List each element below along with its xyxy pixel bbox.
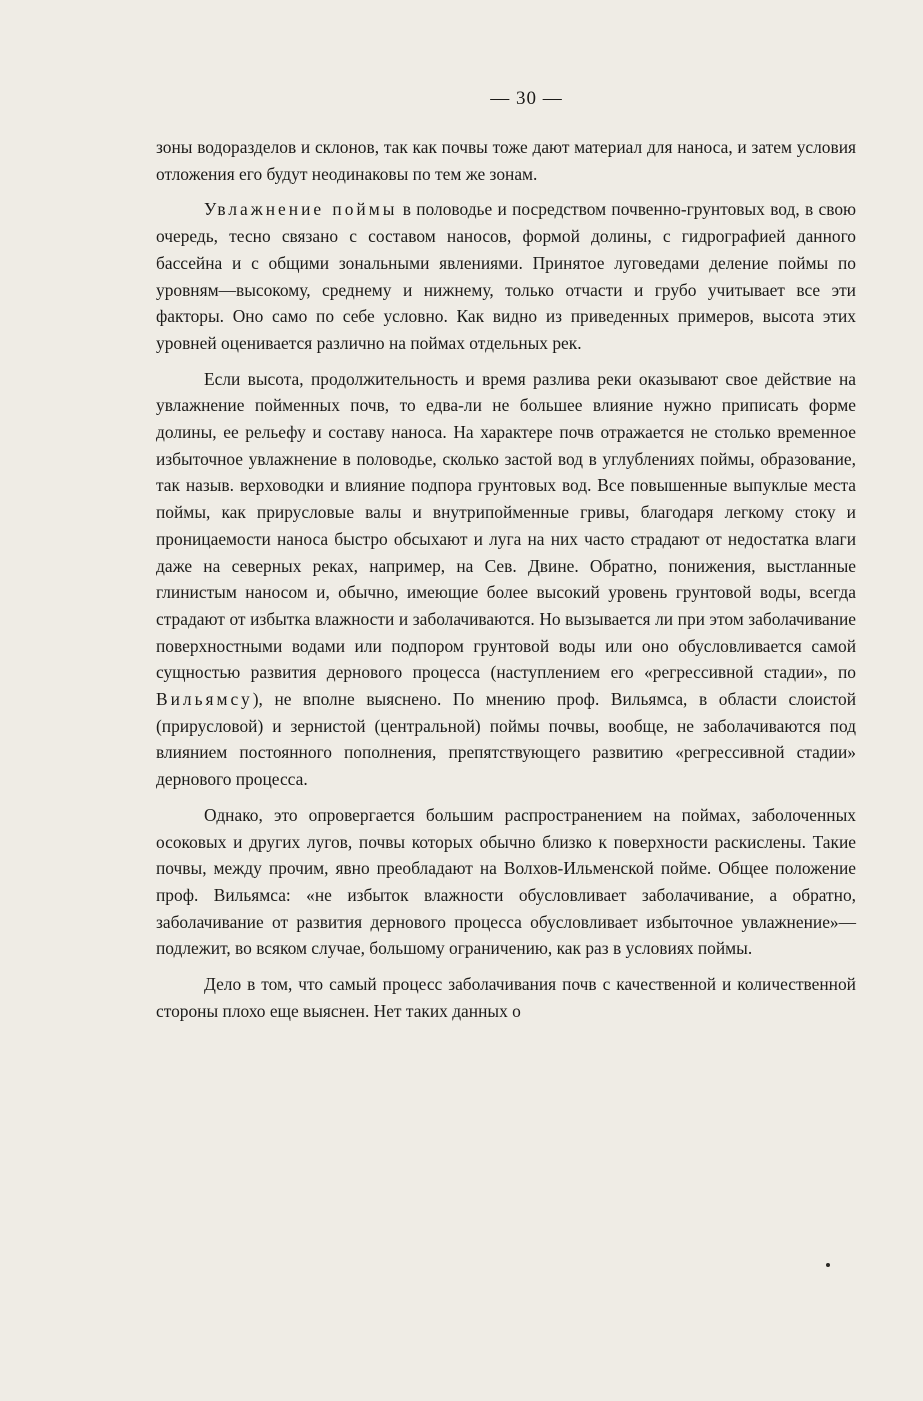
- paragraph-3-spaced-name: Вильямсу: [156, 689, 253, 710]
- paragraph-4: [156, 802, 856, 962]
- paragraph-5-text: Дело в том, что самый процесс заболачивания почв с качественной и количественной стороны плохо еще выяснен. Нет таких данных о: [156, 974, 856, 1021]
- ink-dot-mark: [826, 1263, 830, 1267]
- paragraph-1: [156, 134, 856, 187]
- paragraph-3-text-b: ), не вполне выяснено. По мнению проф. Вильямса, в области слоистой (прирусловой) и зернистой (центральной) поймы почвы, вообще, не заболачиваются под влиянием постоянного пополнения, препятствующего развитию «регрессивной стадии» дернового процесса.: [156, 689, 856, 790]
- paragraph-4-text: Однако, это опровергается большим распространением на поймах, заболоченных осоковых и других лугов, почвы которых обычно близко к поверхности раскислены. Такие почвы, между прочим, явно преобладают на Волхов-Ильменской пойме. Общее положение проф. Вильямса: «не избыток влажности обусловливает заболачивание, а обратно, заболачивание от развития дернового процесса обусловливает избыточное увлажнение»—подлежит, во всяком случае, большому ограничению, как раз в условиях поймы.: [156, 804, 856, 959]
- paragraph-5: [156, 971, 856, 1024]
- paragraph-3: [156, 366, 856, 793]
- paragraph-2-spaced-heading: Увлажнение поймы: [204, 199, 398, 220]
- paragraph-1-text: зоны водоразделов и склонов, так как почвы тоже дают материал для наноса, и затем условия отложения его будут неодинаковы по тем же зонам.: [156, 137, 856, 184]
- paragraph-3-text-a: Если высота, продолжительность и время разлива реки оказывают свое действие на увлажнение пойменных почв, то едва-ли не большее влияние нужно приписать форме долины, ее рельефу и составу наноса. На характере почв отражается не столько временное избыточное увлажнение в половодье, сколько застой вод в углублениях поймы, образование, так назыв. верховодки и влияние подпора грунтовых вод. Все повышенные выпуклые места поймы, как прирусловые валы и внутрипойменные гривы, благодаря легкому стоку и проницаемости наноса быстро обсыхают и луга на них часто страдают от недостатка влаги даже на северных реках, например, на Сев. Двине. Обратно, понижения, выстланные глинистым наносом и, обычно, имеющие более высокий уровень грунтовой воды, всегда страдают от избытка влажности и заболачиваются. Но вызывается ли при этом заболачивание поверхностными водами или подпором грунтовой воды или оно обусловливается самой сущностью развития дернового процесса (наступлением его «регрессивной стадии», по: [156, 368, 856, 683]
- page-number: — 30 —: [490, 88, 563, 109]
- paragraph-2: [156, 196, 856, 356]
- body-text: [156, 134, 856, 1025]
- paragraph-2-text: в половодье и посредством почвенно-грунтовых вод, в свою очередь, тесно связано с составом наносов, формой долины, с гидрографией данного бассейна и с общими зональными явлениями. Принятое луговедами деление поймы по уровням—высокому, среднему и нижнему, только отчасти и грубо учитывает все эти факторы. Оно само по себе условно. Как видно из приведенных примеров, высота этих уровней оценивается различно на поймах отдельных рек.: [156, 199, 857, 353]
